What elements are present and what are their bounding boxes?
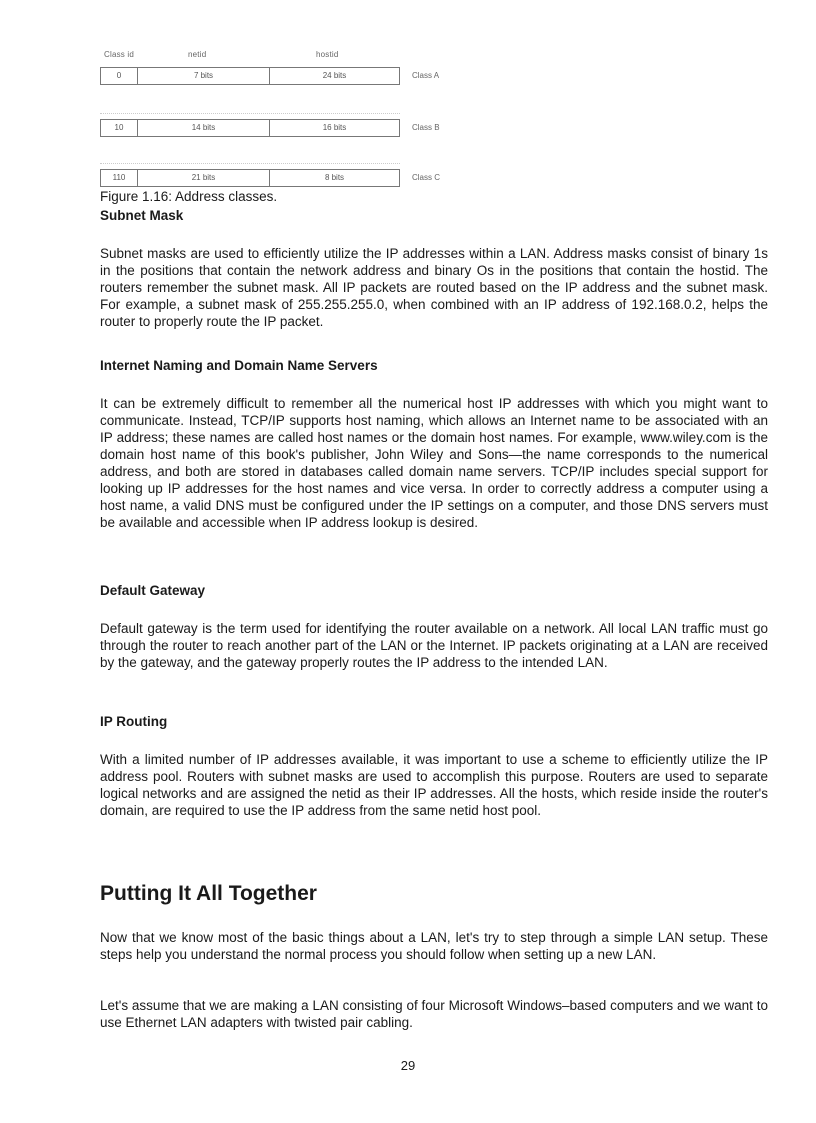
naming-paragraph: It can be extremely difficult to remember all the numerical host IP addresses with which you might want to communicate. Instead, TCP/IP supports host naming, which allows an Internet name to be associated with an IP address; these names are called host names or the domain host names. For example, www.wiley.com is the domain host name of this book's publisher, John Wiley and Sons—the name corresponds to the numerical address, and both are stored in databases called domain name servers. TCP/IP includes special support for looking up IP addresses for the host names and vice versa. In order to correctly address a computer using a host name, a valid DNS must be configured under the IP settings on a computer, and those DNS servers must be available and accessible when IP address lookup is desired.: [100, 396, 768, 530]
class-b-hostid-cell: 16 bits: [269, 119, 400, 137]
class-c-label: Class C: [412, 173, 441, 182]
ip-routing-heading: IP Routing: [100, 714, 168, 729]
class-b-row: [100, 119, 500, 137]
naming-heading: Internet Naming and Domain Name Servers: [100, 358, 378, 373]
class-c-netid-cell: 21 bits: [137, 169, 269, 187]
class-a-label: Class A: [412, 71, 440, 80]
figure-caption: Figure 1.16: Address classes.: [100, 189, 278, 204]
class-b-id-cell: 10: [100, 119, 137, 137]
gateway-heading: Default Gateway: [100, 583, 206, 598]
ip-routing-paragraph: With a limited number of IP addresses available, it was important to use a scheme to efficiently utilize the IP address pool. Routers with subnet masks are used to accomplish this purpose. Routers are used to separate logical networks and are assigned the netid as their IP addresses. All the hosts, which reside inside the router's domain, are required to use the IP address from the same netid host pool.: [100, 752, 768, 818]
together-paragraph-1: Now that we know most of the basic things about a LAN, let's try to step through a simple LAN setup. These steps help you understand the normal process you should follow when setting up a new LAN.: [100, 930, 768, 962]
hostid-header: hostid: [316, 50, 339, 59]
class-a-row: [100, 67, 500, 85]
row-separator: [100, 163, 400, 164]
section-title: Putting It All Together: [100, 882, 317, 905]
address-classes-figure: [100, 50, 500, 200]
class-a-id-cell: 0: [100, 67, 137, 85]
class-c-hostid-cell: 8 bits: [269, 169, 400, 187]
class-b-netid-cell: 14 bits: [137, 119, 269, 137]
class-id-header: Class id: [104, 50, 135, 59]
row-separator: [100, 113, 400, 114]
class-b-label: Class B: [412, 123, 440, 132]
subnet-mask-heading: Subnet Mask: [100, 208, 184, 223]
class-c-row: [100, 169, 500, 187]
class-a-hostid-cell: 24 bits: [269, 67, 400, 85]
page-number: 29: [400, 1058, 416, 1073]
gateway-paragraph: Default gateway is the term used for identifying the router available on a network. All local LAN traffic must go through the router to reach another part of the LAN or the Internet. IP packets originating at a LAN are received by the gateway, and the gateway properly routes the IP address to the intended LAN.: [100, 621, 768, 670]
class-c-id-cell: 110: [100, 169, 137, 187]
together-paragraph-2: Let's assume that we are making a LAN consisting of four Microsoft Windows–based computers and we want to use Ethernet LAN adapters with twisted pair cabling.: [100, 998, 768, 1030]
class-a-netid-cell: 7 bits: [137, 67, 269, 85]
netid-header: netid: [188, 50, 207, 59]
subnet-mask-paragraph: Subnet masks are used to efficiently utilize the IP addresses within a LAN. Address masks consist of binary 1s in the positions that contain the network address and binary Os in the positions that contain the hostid. The routers remember the subnet mask. All IP packets are routed based on the IP address and the subnet mask. For example, a subnet mask of 255.255.255.0, when combined with an IP address of 192.168.0.2, helps the router to properly route the IP packet.: [100, 246, 768, 329]
